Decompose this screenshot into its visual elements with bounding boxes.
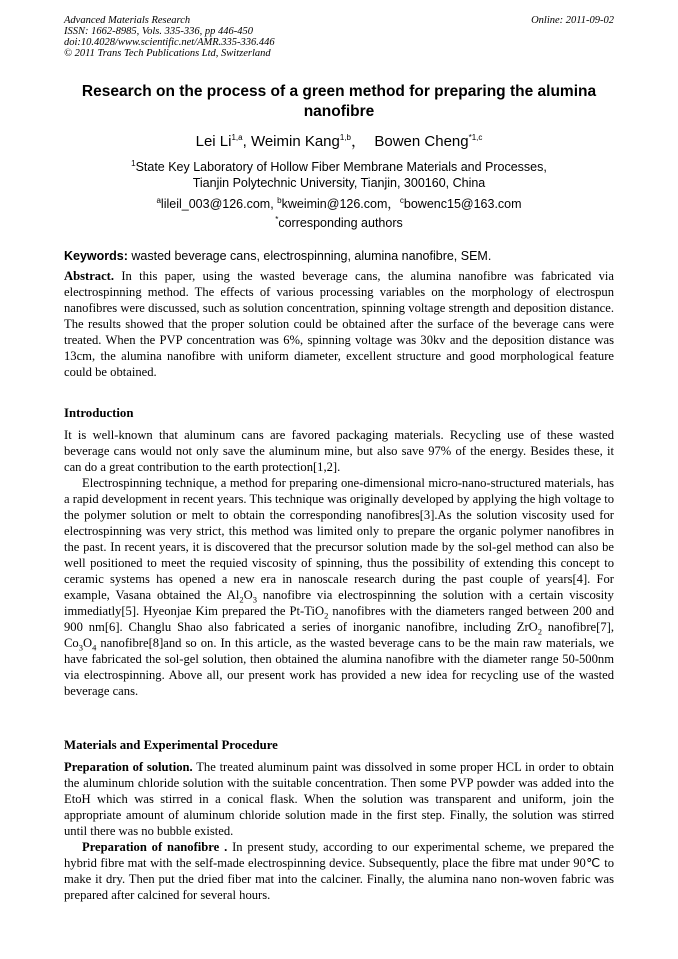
formula-sub: 2 bbox=[324, 610, 329, 621]
paper-title: Research on the process of a green method for preparing the alumina nanofibre bbox=[81, 83, 597, 120]
online-date: Online: 2011-09-02 bbox=[531, 15, 614, 26]
intro-paragraph-2 bbox=[64, 475, 614, 699]
formula-part: O bbox=[82, 636, 93, 650]
abstract bbox=[64, 268, 614, 380]
materials-paragraph-2 bbox=[64, 839, 614, 903]
corresponding-text: corresponding authors bbox=[278, 216, 403, 230]
formula-sub: 2 bbox=[239, 594, 244, 605]
keywords-text: wasted beverage cans, electrospinning, alumina nanofibre, SEM. bbox=[127, 249, 492, 263]
author-name: Lei Li bbox=[195, 133, 232, 150]
sol-text: The treated aluminum paint was dissolved in some proper HCL in order to obtain the aluminum chloride solution with the suitable concentration. Then some PVP powder was added into the EtoH which was stirred in a conical flask. When the solution was transparent and uniform, join the appropriate amount of aluminum chloride solution made in the first step. Finally, the solution was stirred until there was no bubble existed. bbox=[64, 760, 614, 838]
author-sup: *1,c bbox=[468, 133, 483, 142]
formula-sub: 2 bbox=[537, 626, 543, 637]
author-sep: , bbox=[242, 133, 251, 150]
journal-name: Advanced Materials Research bbox=[64, 15, 191, 26]
email-sep: , bbox=[270, 197, 278, 211]
intro-text: nanofibre[8]and so on. In this article, as the wasted beverage cans to be the main raw materials, we have fabricated the sol-gel solution, then obtained the alumina nanofibre with the diameter range 50-500nm via electrospinning. Above all, our present work has provided a new idea for recycling use of the wasted beverage cans. bbox=[64, 636, 614, 698]
intro-paragraph-1: It is well-known that aluminum cans are favored packaging materials. Recycling use of these wasted beverage cans would not only save the aluminum mine, but also save 97% of the energy. Besides these, it can do a great contribution to the earth protection[1,2]. bbox=[64, 428, 614, 474]
section-heading-introduction: Introduction bbox=[64, 406, 134, 420]
email-address[interactable]: kweimin@126.com bbox=[281, 197, 388, 211]
nano-label: Preparation of nanofibre . bbox=[82, 840, 228, 854]
formula-part: Al bbox=[226, 588, 240, 602]
author-name: Weimin Kang bbox=[250, 133, 340, 150]
formula-sub: 3 bbox=[252, 594, 257, 605]
abstract-text: In this paper, using the wasted beverage cans, the alumina nanofibre was fabricated via electrospinning method. The effects of various processing variables on the morphology of electrospun nanofibres were discussed, such as solution concentration, spinning voltage strength and deposition distance. The results showed that the proper solution could be obtained after the surface of the beverage cans were treated. When the PVP concentration was 6%, spinning voltage was 30kv and the deposition distance was 13cm, the alumina nanofibre with uniform diameter, excellent structure and good morphological feature could be obtained. bbox=[64, 269, 614, 379]
author-name: Bowen Cheng bbox=[374, 133, 469, 150]
abstract-label: Abstract. bbox=[64, 269, 115, 283]
materials-body bbox=[64, 759, 614, 903]
author-list bbox=[64, 133, 614, 151]
email-sup: b bbox=[277, 195, 282, 205]
keywords bbox=[64, 249, 614, 264]
corresponding-note bbox=[64, 216, 614, 231]
affiliation bbox=[64, 160, 614, 191]
author-sup: 1,b bbox=[339, 133, 351, 142]
email-sup: c bbox=[399, 195, 404, 205]
journal-issn: ISSN: 1662-8985, Vols. 335-336, pp 446-450 bbox=[64, 26, 253, 37]
email-sup: a bbox=[156, 195, 161, 205]
nano-text: In present study, according to our experimental scheme, we prepared the hybrid fibre mat with the self-made electrospinning device. Subsequently, place the fibre mat under 90℃ to make it dry. Then put the dried fiber mat into the calciner. Finally, the alumina nano non-woven fabric was prepared after calcined for several hours. bbox=[64, 840, 614, 902]
intro-text: nanofibres with the diameters ranged between 200 and 900 nm[6]. Changlu Shao also fabricated a series of inorganic nanofibre, including ZrO bbox=[64, 604, 614, 634]
author-sep: ， bbox=[351, 133, 367, 150]
journal-header bbox=[64, 15, 275, 59]
author-sup: 1,a bbox=[231, 133, 243, 142]
email-address[interactable]: bowenc15@163.com bbox=[403, 197, 522, 211]
author-emails bbox=[64, 197, 614, 212]
keywords-label: Keywords: bbox=[64, 249, 128, 263]
corresponding-sup: * bbox=[275, 214, 279, 224]
journal-doi: doi:10.4028/www.scientific.net/AMR.335-336.446 bbox=[64, 37, 275, 48]
sol-label: Preparation of solution. bbox=[64, 760, 193, 774]
affiliation-line2: Tianjin Polytechnic University, Tianjin, 300160, China bbox=[192, 175, 486, 190]
affiliation-sup: 1 bbox=[131, 158, 136, 168]
journal-copyright: © 2011 Trans Tech Publications Ltd, Switzerland bbox=[64, 48, 271, 59]
intro-text: nanofibre[7], Co bbox=[64, 620, 614, 650]
intro-text: Electrospinning technique, a method for preparing one-dimensional micro-nano-structured materials, has a rapid development in recent years. This technique was originally developed by applying the high voltage to the polymer solution or melt to obtain the corresponding nanofibres[3].As the solution viscosity used for electrospinning was very strict, this method was limited only to prepare the organic polymer nanofibres in the past. In recent years, it is discovered that the precursor solution made by the sol-gel method can also be well positioned to meet the requied viscosity of spinning, thus the possibility of extending this concept to ceramic systems has opened a new era in nanoscale research during the past couple of years[4]. For example, Vasana obtained the bbox=[64, 476, 614, 602]
affiliation-line1: State Key Laboratory of Hollow Fiber Membrane Materials and Processes, bbox=[135, 160, 547, 174]
email-address[interactable]: lileil_003@126.com bbox=[160, 197, 271, 211]
email-sep: ， bbox=[387, 197, 400, 211]
formula-part: O bbox=[243, 588, 253, 602]
intro-text: nanofibre via electrospinning the solution with a certain viscosity immediatly[5]. Hyeonjae Kim prepared the Pt-TiO bbox=[64, 588, 614, 618]
introduction-body bbox=[64, 427, 614, 699]
formula-sub: 3 bbox=[78, 642, 83, 653]
formula-sub: 4 bbox=[92, 642, 97, 653]
section-heading-materials: Materials and Experimental Procedure bbox=[64, 738, 278, 752]
materials-paragraph-1 bbox=[64, 759, 614, 839]
